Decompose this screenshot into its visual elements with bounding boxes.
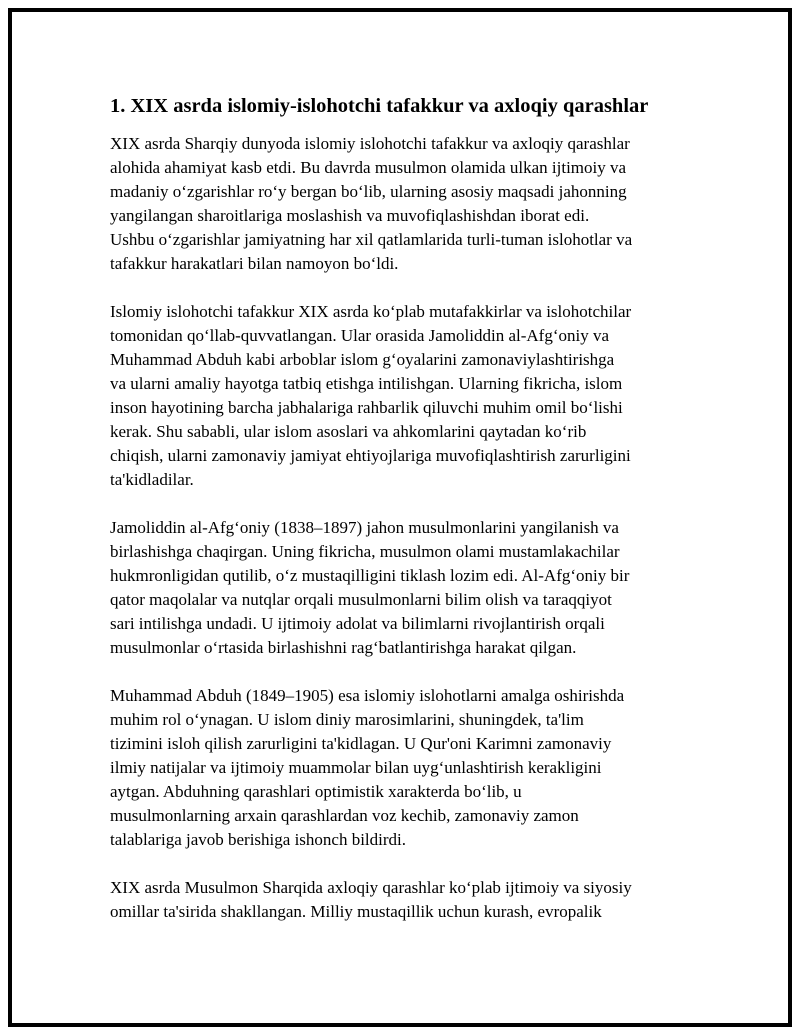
text-line: hukmronligidan qutilib, oʻz mustaqilligini tiklash lozim edi. Al-Afgʻoniy bir xyxy=(110,566,630,585)
text-line: qator maqolalar va nutqlar orqali musulmonlarni bilim olish va taraqqiyot xyxy=(110,590,612,609)
text-line: chiqish, ularni zamonaviy jamiyat ehtiyojlariga muvofiqlashtirish zarurligini xyxy=(110,446,631,465)
text-line: Ushbu oʻzgarishlar jamiyatning har xil qatlamlarida turli-tuman islohotlar va xyxy=(110,230,633,249)
text-line: omillar ta'sirida shakllangan. Milliy mustaqillik uchun kurash, evropalik xyxy=(110,902,602,921)
text-line: alohida ahamiyat kasb etdi. Bu davrda musulmon olamida ulkan ijtimoiy va xyxy=(110,158,627,177)
text-line: talablariga javob berishiga ishonch bildirdi. xyxy=(110,830,407,849)
text-line: XIX asrda Sharqiy dunyoda islomiy islohotchi tafakkur va axloqiy qarashlar xyxy=(110,134,630,153)
text-line: Muhammad Abduh (1849–1905) esa islomiy islohotlarni amalga oshirishda xyxy=(110,686,625,705)
text-line: aytgan. Abduhning qarashlari optimistik xarakterda boʻlib, u xyxy=(110,782,522,801)
text-line: tizimini isloh qilish zarurligini ta'kidlagan. U Qur'oni Karimni zamonaviy xyxy=(110,734,612,753)
section-heading: 1. XIX asrda islomiy-islohotchi tafakkur va axloqiy qarashlar xyxy=(110,95,649,117)
text-line: Muhammad Abduh kabi arboblar islom gʻoyalarini zamonaviylashtirishga xyxy=(110,350,615,369)
text-line: sari intilishga undadi. U ijtimoiy adolat va bilimlarni rivojlantirish orqali xyxy=(110,614,605,633)
paragraph xyxy=(110,684,685,852)
text-line: muhim rol oʻynagan. U islom diniy marosimlarini, shuningdek, ta'lim xyxy=(110,710,584,729)
document-body xyxy=(110,92,685,948)
paragraph xyxy=(110,300,685,492)
text-line: yangilangan sharoitlariga moslashish va muvofiqlashishdan iborat edi. xyxy=(110,206,590,225)
text-line: va ularni amaliy hayotga tatbiq etishga intilishgan. Ularning fikricha, islom xyxy=(110,374,623,393)
text-line: musulmonlarning arxain qarashlardan voz kechib, zamonaviy zamon xyxy=(110,806,579,825)
text-line: XIX asrda Musulmon Sharqida axloqiy qarashlar koʻplab ijtimoiy va siyosiy xyxy=(110,878,632,897)
text-line: birlashishga chaqirgan. Uning fikricha, musulmon olami mustamlakachilar xyxy=(110,542,620,561)
paragraph xyxy=(110,516,685,660)
paragraph xyxy=(110,132,685,276)
paragraph xyxy=(110,876,685,924)
text-line: ta'kidladilar. xyxy=(110,470,194,489)
text-line: madaniy oʻzgarishlar roʻy bergan boʻlib, ularning asosiy maqsadi jahonning xyxy=(110,182,627,201)
text-line: tomonidan qoʻllab-quvvatlangan. Ular orasida Jamoliddin al-Afgʻoniy va xyxy=(110,326,610,345)
text-line: ilmiy natijalar va ijtimoiy muammolar bilan uygʻunlashtirish kerakligini xyxy=(110,758,602,777)
text-line: musulmonlar oʻrtasida birlashishni ragʻbatlantirishga harakat qilgan. xyxy=(110,638,577,657)
text-line: tafakkur harakatlari bilan namoyon boʻldi. xyxy=(110,254,399,273)
text-line: Islomiy islohotchi tafakkur XIX asrda koʻplab mutafakkirlar va islohotchilar xyxy=(110,302,632,321)
text-line: Jamoliddin al-Afgʻoniy (1838–1897) jahon musulmonlarini yangilanish va xyxy=(110,518,619,537)
text-line: kerak. Shu sababli, ular islom asoslari va ahkomlarini qaytadan koʻrib xyxy=(110,422,587,441)
text-line: inson hayotining barcha jabhalariga rahbarlik qiluvchi muhim omil boʻlishi xyxy=(110,398,623,417)
